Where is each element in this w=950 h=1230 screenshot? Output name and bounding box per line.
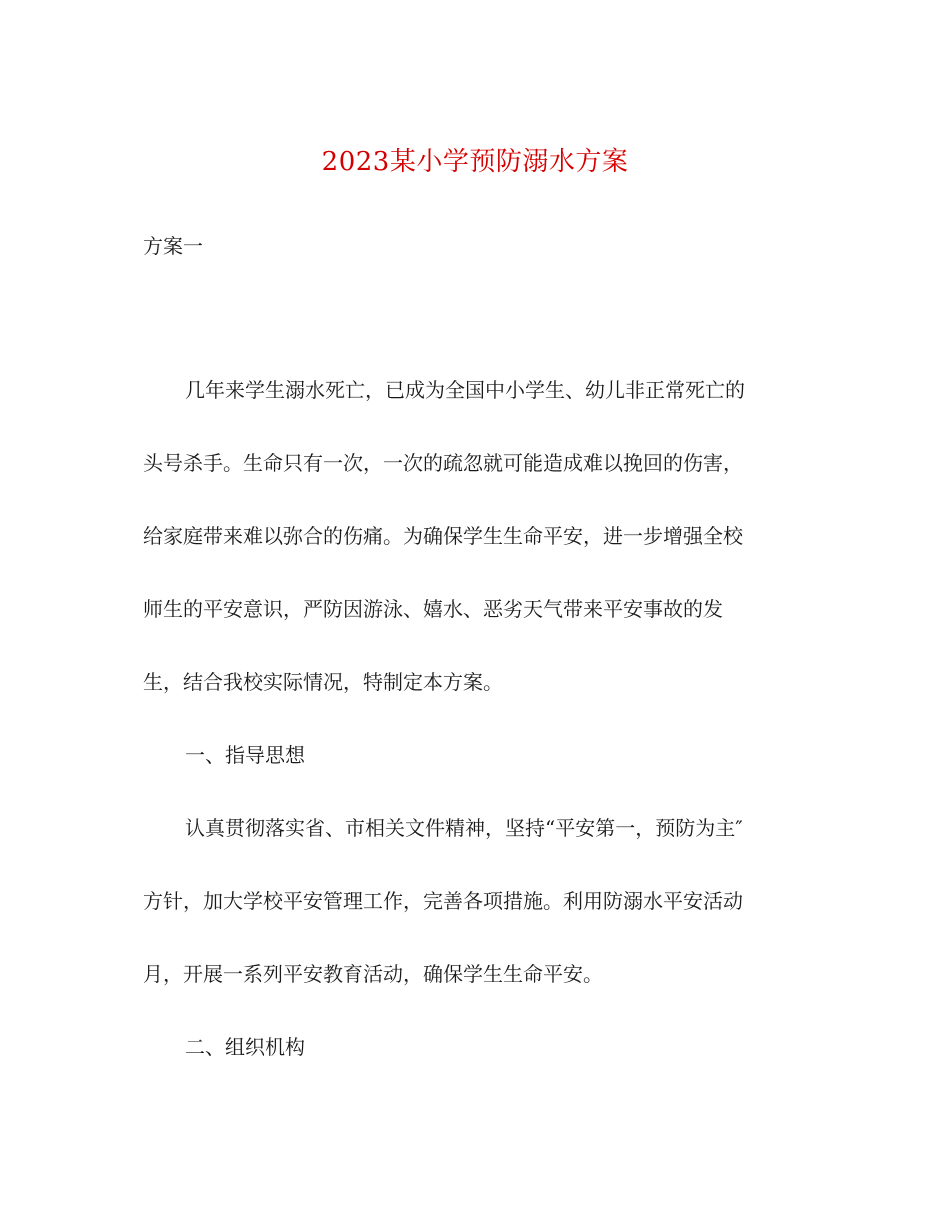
paragraph-line: 方针，加大学校平安管理工作，完善各项措施。利用防溺水平安活动 (143, 889, 743, 913)
paragraph-line: 头号杀手。生命只有一次，一次的疏忽就可能造成难以挽回的伤害， (143, 451, 743, 475)
paragraph-line: 认真贯彻落实省、市相关文件精神，坚持“平安第一，预防为主″ (185, 816, 743, 840)
document-title: 2023某小学预防溺水方案 (321, 147, 629, 177)
paragraph-line: 几年来学生溺水死亡，已成为全国中小学生、幼儿非正常死亡的 (185, 378, 745, 402)
section-label: 方案一 (143, 234, 203, 258)
section-heading-organization: 二、组织机构 (185, 1035, 305, 1059)
paragraph-line: 师生的平安意识，严防因游泳、嬉水、恶劣天气带来平安事故的发 (143, 597, 723, 621)
paragraph-line: 给家庭带来难以弥合的伤痛。为确保学生生命平安，进一步增强全校 (143, 524, 743, 548)
section-heading-guiding-ideology: 一、指导思想 (185, 743, 305, 767)
paragraph-line: 月，开展一系列平安教育活动，确保学生生命平安。 (143, 962, 603, 986)
paragraph-line: 生，结合我校实际情况，特制定本方案。 (143, 670, 503, 694)
